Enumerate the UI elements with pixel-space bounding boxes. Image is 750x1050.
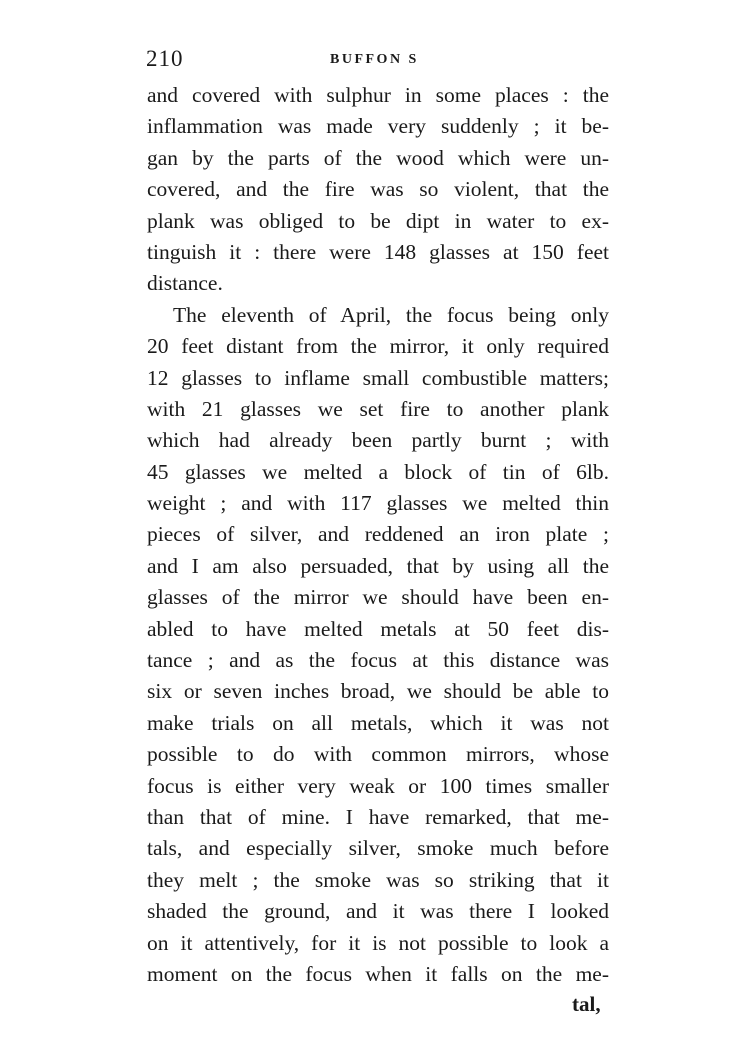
text-line: 20 feet distant from the mirror, it only required [147, 334, 609, 359]
text-line: moment on the focus when it falls on the me- [147, 961, 609, 986]
text-line: inflammation was made very suddenly ; it be- [147, 114, 609, 139]
page-number: 210 [146, 46, 184, 71]
text-line: tals, and especially silver, smoke much before [147, 836, 609, 861]
text-line: with 21 glasses we set fire to another plank [147, 396, 609, 421]
text-line: tinguish it : there were 148 glasses at 150 feet [147, 239, 609, 264]
body-text [147, 80, 609, 990]
text-line: 12 glasses to inflame small combustible matters; [147, 365, 609, 390]
paragraph-end-line: distance. [147, 271, 223, 296]
text-line: 45 glasses we melted a block of tin of 6lb. [147, 459, 609, 484]
text-line: they melt ; the smoke was so striking that it [147, 867, 609, 892]
text-line: abled to have melted metals at 50 feet dis- [147, 616, 609, 641]
running-head: BUFFON S [330, 52, 419, 67]
text-line: and I am also persuaded, that by using all the [147, 553, 609, 578]
text-line: weight ; and with 117 glasses we melted thin [147, 491, 609, 516]
text-line: which had already been partly burnt ; with [147, 428, 609, 453]
text-line: covered, and the fire was so violent, that the [147, 177, 609, 202]
text-line: six or seven inches broad, we should be able to [147, 679, 609, 704]
text-line: shaded the ground, and it was there I looked [147, 899, 609, 924]
text-line: than that of mine. I have remarked, that me- [147, 804, 609, 829]
text-line: pieces of silver, and reddened an iron plate ; [147, 522, 609, 547]
text-line: gan by the parts of the wood which were un- [147, 145, 609, 170]
catchword: tal, [572, 992, 601, 1016]
text-line: and covered with sulphur in some places : the [147, 83, 609, 107]
text-line: on it attentively, for it is not possible to look a [147, 930, 609, 955]
text-line: tance ; and as the focus at this distance was [147, 648, 609, 673]
text-line: focus is either very weak or 100 times smaller [147, 773, 609, 798]
text-line: glasses of the mirror we should have been en- [147, 585, 609, 610]
text-line: possible to do with common mirrors, whose [147, 742, 609, 767]
paragraph-first-line: The eleventh of April, the focus being only [173, 302, 609, 327]
text-line: make trials on all metals, which it was not [147, 710, 609, 735]
text-line: plank was obliged to be dipt in water to ex- [147, 208, 609, 233]
